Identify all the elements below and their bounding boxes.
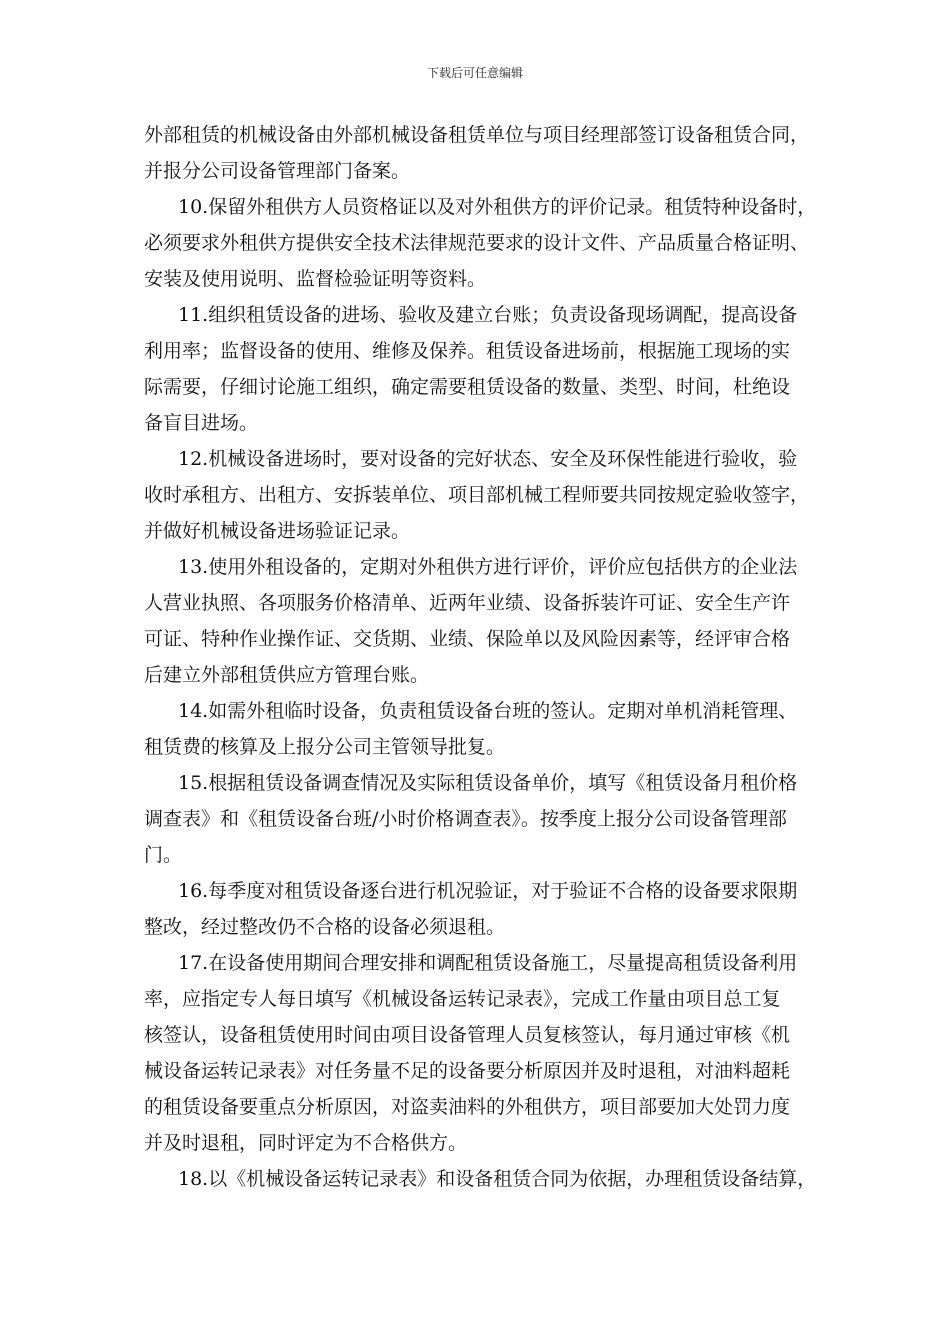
text-line: 调查表》和《租赁设备台班/小时价格调查表》。按季度上报分公司设备管理部 bbox=[144, 808, 787, 830]
paragraph bbox=[144, 189, 820, 297]
text-line: 14.如需外租临时设备，负责租赁设备台班的签认。定期对单机消耗管理、 bbox=[178, 700, 798, 722]
text-line: 18.以《机械设备运转记录表》和设备租赁合同为依据，办理租赁设备结算， bbox=[178, 1168, 817, 1190]
text-line: 备盲目进场。 bbox=[144, 412, 259, 434]
text-line: 17.在设备使用期间合理安排和调配租赁设备施工，尽量提高租赁设备利用 bbox=[178, 952, 798, 974]
text-line: 可证、特种作业操作证、交货期、业绩、保险单以及风险因素等，经评审合格 bbox=[144, 628, 791, 650]
paragraph bbox=[144, 549, 820, 693]
text-line: 利用率；监督设备的使用、维修及保养。租赁设备进场前，根据施工现场的实 bbox=[144, 340, 791, 362]
paragraph bbox=[144, 297, 820, 441]
text-line: 11.组织租赁设备的进场、验收及建立台账；负责设备现场调配，提高设备 bbox=[178, 304, 798, 326]
paragraph bbox=[144, 441, 820, 549]
text-line: 必须要求外租供方提供安全技术法律规范要求的设计文件、产品质量合格证明、 bbox=[144, 232, 810, 254]
document-body bbox=[144, 117, 820, 1197]
text-line: 后建立外部租赁供应方管理台账。 bbox=[144, 664, 430, 686]
text-line: 并做好机械设备进场验证记录。 bbox=[144, 520, 411, 542]
text-line: 的租赁设备要重点分析原因，对盗卖油料的外租供方，项目部要加大处罚力度 bbox=[144, 1096, 791, 1118]
text-line: 械设备运转记录表》对任务量不足的设备要分析原因并及时退租，对油料超耗 bbox=[144, 1060, 791, 1082]
page-header: 下载后可任意编辑 bbox=[426, 66, 523, 80]
text-line: 并及时退租，同时评定为不合格供方。 bbox=[144, 1132, 468, 1154]
text-line: 并报分公司设备管理部门备案。 bbox=[144, 160, 411, 182]
text-line: 安装及使用说明、监督检验证明等资料。 bbox=[144, 268, 487, 290]
paragraph bbox=[144, 693, 820, 765]
text-line: 人营业执照、各项服务价格清单、近两年业绩、设备拆装许可证、安全生产许 bbox=[144, 592, 791, 614]
text-line: 际需要，仔细讨论施工组织，确定需要租赁设备的数量、类型、时间，杜绝设 bbox=[144, 376, 791, 398]
text-line: 整改，经过整改仍不合格的设备必须退租。 bbox=[144, 916, 506, 938]
paragraph bbox=[144, 945, 820, 1161]
text-line: 外部租赁的机械设备由外部机械设备租赁单位与项目经理部签订设备租赁合同， bbox=[144, 124, 810, 146]
paragraph bbox=[144, 1161, 820, 1197]
text-line: 10.保留外租供方人员资格证以及对外租供方的评价记录。租赁特种设备时， bbox=[178, 196, 817, 218]
text-line: 16.每季度对租赁设备逐台进行机况验证，对于验证不合格的设备要求限期 bbox=[178, 880, 798, 902]
text-line: 租赁费的核算及上报分公司主管领导批复。 bbox=[144, 736, 506, 758]
text-line: 门。 bbox=[144, 844, 183, 866]
paragraph bbox=[144, 117, 820, 189]
paragraph bbox=[144, 873, 820, 945]
paragraph bbox=[144, 765, 820, 873]
text-line: 率，应指定专人每日填写《机械设备运转记录表》，完成工作量由项目总工复 bbox=[144, 988, 781, 1010]
text-line: 13.使用外租设备的，定期对外租供方进行评价，评价应包括供方的企业法 bbox=[178, 556, 798, 578]
text-line: 12.机械设备进场时，要对设备的完好状态、安全及环保性能进行验收，验 bbox=[178, 448, 798, 470]
text-line: 15.根据租赁设备调查情况及实际租赁设备单价，填写《租赁设备月租价格 bbox=[178, 772, 798, 794]
text-line: 核签认，设备租赁使用时间由项目设备管理人员复核签认，每月通过审核《机 bbox=[144, 1024, 791, 1046]
text-line: 收时承租方、出租方、安拆装单位、项目部机械工程师要共同按规定验收签字， bbox=[144, 484, 810, 506]
